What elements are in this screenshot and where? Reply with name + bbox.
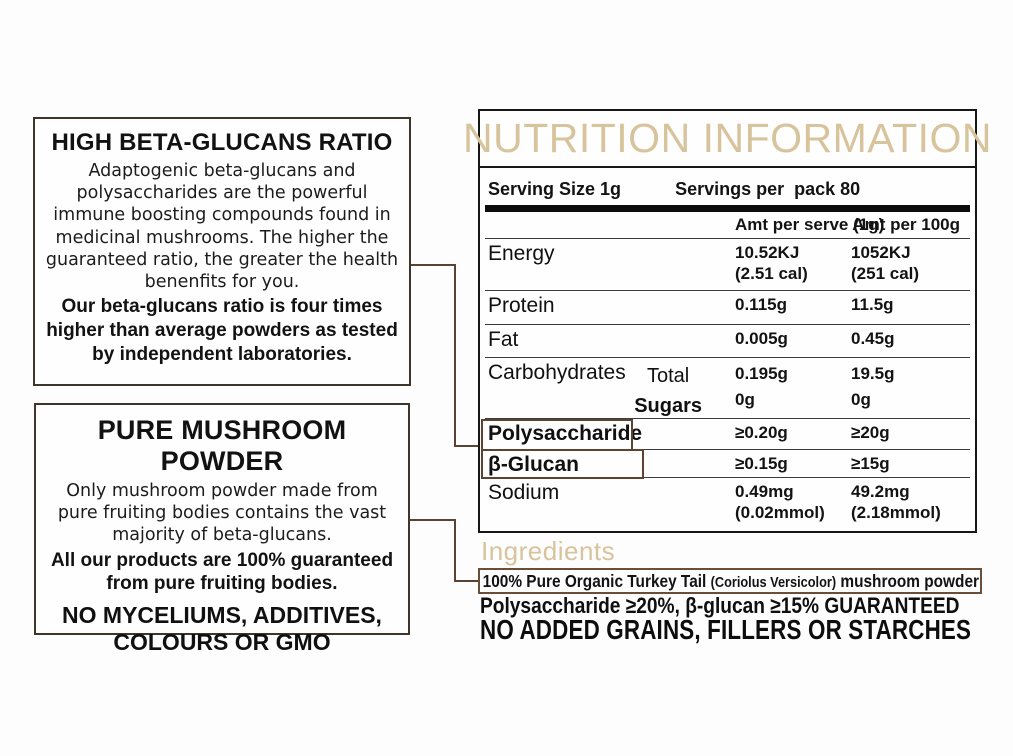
row-value-serve: 0.115g bbox=[735, 295, 787, 314]
callout-high-beta-glucans bbox=[33, 117, 411, 386]
no-added-line: NO ADDED GRAINS, FILLERS OR STARCHES bbox=[480, 614, 972, 645]
row-label: Protein bbox=[488, 294, 555, 317]
row-value-100g: 19.5g 0g bbox=[851, 364, 895, 410]
table-row-energy bbox=[485, 239, 970, 291]
connector-line-2 bbox=[454, 580, 480, 582]
callout-emphasis: All our products are 100% guaranteed from pure fruiting bodies. bbox=[50, 549, 394, 595]
row-label: β-Glucan bbox=[488, 453, 579, 476]
connector-line-2 bbox=[454, 519, 456, 582]
callout-body: Adaptogenic beta-glucans and polysaccharides are the powerful immune boosting compounds found in medicinal mushrooms. The higher the guaranteed ratio, the greater the health benenfits for you. bbox=[45, 161, 399, 293]
row-label: Fat bbox=[488, 328, 519, 351]
serving-size: Serving Size 1g bbox=[488, 179, 622, 199]
column-header-serve: Amt per serve (1g) bbox=[735, 215, 885, 234]
serving-row bbox=[485, 168, 970, 205]
ingredients-heading: Ingredients bbox=[481, 536, 616, 566]
row-value-100g: 11.5g bbox=[851, 295, 894, 314]
row-label: Carbohydrates Total Sugars bbox=[485, 361, 735, 421]
row-value-100g: ≥15g bbox=[851, 454, 890, 473]
panel-title: NUTRITION INFORMATION bbox=[480, 111, 975, 168]
table-row-sodium bbox=[485, 478, 970, 529]
table-row-fat bbox=[485, 325, 970, 358]
servings-per-pack: Servings per pack 80 bbox=[675, 179, 861, 199]
row-value-serve: 0.195g 0g bbox=[735, 364, 788, 410]
callout-pure-mushroom-powder bbox=[34, 403, 410, 656]
row-value-serve: 0.49mg (0.02mmol) bbox=[735, 482, 825, 523]
callout-shout: NO MYCELIUMS, ADDITIVES, COLOURS OR GMO bbox=[62, 602, 382, 656]
table-row-carbohydrates bbox=[485, 358, 970, 419]
callout-body: Only mushroom powder made from pure fruiting bodies contains the vast majority of beta-glucans. bbox=[57, 481, 387, 546]
row-value-serve: 10.52KJ (2.51 cal) bbox=[735, 243, 808, 284]
row-value-serve: ≥0.20g bbox=[735, 423, 788, 442]
highlight-box-polysaccharide bbox=[481, 419, 633, 451]
connector-line-1 bbox=[454, 445, 481, 447]
row-label: Sodium bbox=[488, 481, 560, 504]
callout-emphasis: Our beta-glucans ratio is four times higher than average powders as tested by independent laboratories. bbox=[46, 296, 398, 365]
row-value-100g: 49.2mg (2.18mmol) bbox=[851, 482, 941, 523]
highlight-box-beta-glucan bbox=[481, 449, 644, 479]
row-value-serve: ≥0.15g bbox=[735, 454, 788, 473]
row-label: Energy bbox=[488, 242, 555, 265]
column-header-row bbox=[485, 212, 970, 239]
table-row-protein bbox=[485, 291, 970, 325]
ingredient-line: 100% Pure Organic Turkey Tail (Coriolus Versicolor) mushroom powder bbox=[482, 570, 980, 591]
row-label: Polysaccharide bbox=[488, 422, 643, 445]
row-value-100g: 0.45g bbox=[851, 329, 895, 348]
divider-thick bbox=[485, 205, 970, 212]
row-value-100g: ≥20g bbox=[851, 423, 890, 442]
connector-line-2 bbox=[410, 519, 456, 521]
callout-title: PURE MUSHROOM POWDER bbox=[97, 415, 347, 476]
connector-line-1 bbox=[454, 264, 456, 447]
column-header-100g: Amt per 100g bbox=[852, 215, 960, 234]
row-value-serve: 0.005g bbox=[735, 329, 788, 348]
guarantee-line: Polysaccharide ≥20%, β-glucan ≥15% GUARANTEED bbox=[480, 593, 960, 618]
carb-sublabels: Total Sugars bbox=[634, 365, 702, 417]
ingredient-highlight-box bbox=[478, 568, 982, 594]
connector-line-1 bbox=[411, 264, 456, 266]
row-value-100g: 1052KJ (251 cal) bbox=[851, 243, 920, 284]
callout-title: HIGH BETA-GLUCANS RATIO bbox=[51, 129, 393, 156]
nutrient-rows bbox=[485, 239, 970, 529]
